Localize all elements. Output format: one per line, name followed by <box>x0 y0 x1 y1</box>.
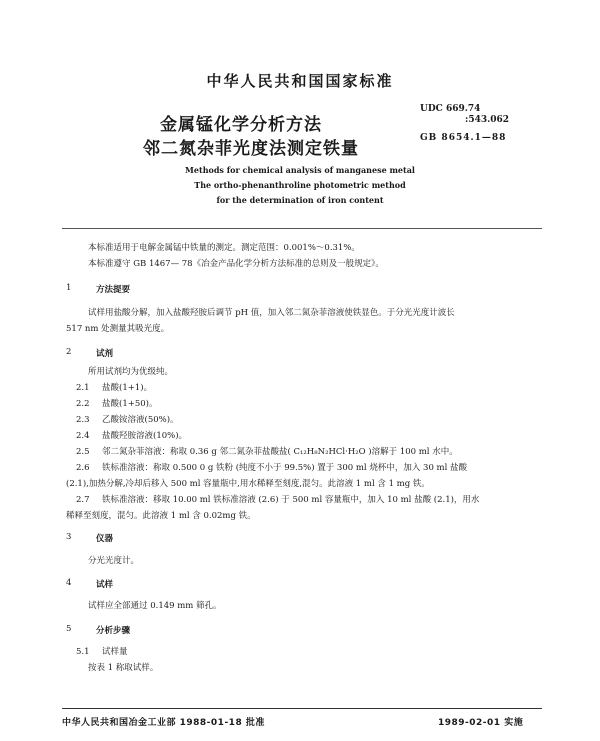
document-title-line2: 邻二氮杂菲光度法测定铁量 <box>143 139 359 159</box>
section-number: 4 <box>66 578 72 588</box>
section-title-reagents: 试剂 <box>96 349 114 359</box>
document-title-line1: 金属锰化学分析方法 <box>160 115 322 135</box>
sample-text: 试样应全部通过 0.149 mm 筛孔。 <box>88 601 222 611</box>
reagent-2-6-line2: (2.1),加热分解,冷却后移入 500 ml 容量瓶中,用水稀释至刻度,混匀。此溶液 1 ml 含 1 mg 铁。 <box>66 479 430 489</box>
procedure-5-1-title: 试样量 <box>102 647 128 657</box>
item-number: 2.3 <box>76 415 90 425</box>
method-text-line2: 517 nm 处测量其吸光度。 <box>66 324 170 334</box>
reagent-2-7-line1: 铁标准溶液：移取 10.00 ml 铁标准溶液 (2.6) 于 500 ml 容量瓶中，加入 10 ml 盐酸 (2.1)，用水 <box>102 495 480 505</box>
effective-date: 1989-02-01 实施 <box>438 718 524 728</box>
item-number: 2.1 <box>76 383 90 393</box>
footer-divider <box>62 708 542 709</box>
approval-line: 中华人民共和国冶金工业部 1988-01-18 批准 <box>62 718 265 728</box>
reagent-2-6-line1: 铁标准溶液：称取 0.500 0 g 铁粉 (纯度不小于 99.5%) 置于 300 ml 烧杯中，加入 30 ml 盐酸 <box>102 463 468 473</box>
section-title-apparatus: 仪器 <box>96 534 114 544</box>
reagent-2-7-line2: 稀释至刻度，混匀。此溶液 1 ml 含 0.02mg 铁。 <box>66 511 256 521</box>
section-number: 1 <box>66 283 72 293</box>
english-title-line1: Methods for chemical analysis of manganese metal <box>185 165 415 175</box>
english-title-line3: for the determination of iron content <box>216 195 384 205</box>
section-number: 3 <box>66 532 72 542</box>
section-title-procedure: 分析步骤 <box>96 626 131 636</box>
reagent-2-4: 盐酸羟胺溶液(10%)。 <box>102 431 188 441</box>
reagent-2-2: 盐酸(1+50)。 <box>102 399 158 409</box>
section-number: 5 <box>66 624 72 634</box>
english-title-line2: The ortho-phenanthroline photometric method <box>194 180 406 190</box>
intro-scope: 本标准适用于电解金属锰中铁量的测定。测定范围：0.001%～0.31%。 <box>88 243 360 253</box>
reagent-2-5: 邻二氮杂菲溶液：称取 0.36 g 邻二氮杂菲盐酸盐( C₁₂H₈N₂HCl·H₂O )溶解于 100 ml 水中。 <box>102 447 458 457</box>
national-standard-heading: 中华人民共和国国家标准 <box>206 72 394 90</box>
intro-compliance: 本标准遵守 GB 1467— 78《冶金产品化学分析方法标准的总则及一般规定》。 <box>88 259 384 269</box>
section-title-sample: 试样 <box>96 580 114 590</box>
procedure-5-1-text: 按表 1 称取试样。 <box>88 663 159 673</box>
item-number: 2.2 <box>76 399 90 409</box>
item-number: 2.6 <box>76 463 90 473</box>
reagents-intro: 所用试剂均为优级纯。 <box>88 367 174 377</box>
header-divider <box>62 228 542 229</box>
apparatus-text: 分光光度计。 <box>88 556 140 566</box>
reagent-2-1: 盐酸(1+1)。 <box>102 383 153 393</box>
item-number: 5.1 <box>76 647 90 657</box>
section-number: 2 <box>66 347 72 357</box>
section-title-method: 方法提要 <box>96 285 131 295</box>
gb-number: GB 8654.1—88 <box>420 133 507 143</box>
item-number: 2.4 <box>76 431 90 441</box>
item-number: 2.5 <box>76 447 90 457</box>
udc-code: UDC 669.74 <box>420 104 481 114</box>
reagent-2-3: 乙酸铵溶液(50%)。 <box>102 415 179 425</box>
item-number: 2.7 <box>76 495 90 505</box>
udc-code-sub: :543.062 <box>465 115 510 125</box>
method-text-line1: 试样用盐酸分解，加入盐酸羟胺后调节 pH 值，加入邻二氮杂菲溶液使铁显色。于分光光度计波长 <box>88 308 455 318</box>
